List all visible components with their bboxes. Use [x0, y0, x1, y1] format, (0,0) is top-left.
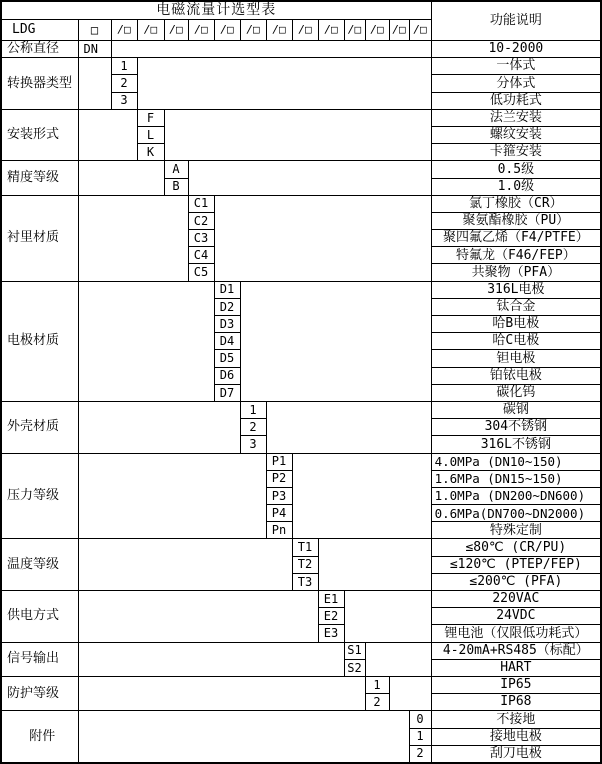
option-code: P1: [266, 453, 292, 470]
option-code: B: [164, 178, 188, 195]
spacer-cell: [78, 195, 188, 281]
option-desc: 1.0级: [431, 178, 601, 195]
spacer-cell: [240, 281, 431, 401]
option-code: P3: [266, 487, 292, 504]
option-desc: 钽电极: [431, 350, 601, 367]
spacer-cell: [137, 58, 431, 110]
option-code: D6: [214, 367, 240, 384]
option-desc: 氯丁橡胶（CR）: [431, 195, 601, 212]
option-desc: 钛合金: [431, 298, 601, 315]
option-desc: 特殊定制: [431, 522, 601, 539]
model-code-slot: /□: [292, 20, 318, 41]
category-label: 温度等级: [1, 539, 78, 591]
option-code: 1: [409, 728, 431, 745]
model-code-box: □: [78, 20, 111, 41]
option-desc: IP68: [431, 694, 601, 711]
category-label: 精度等级: [1, 161, 78, 195]
model-code-slot: /□: [214, 20, 240, 41]
option-code: 2: [409, 745, 431, 763]
option-code: F: [137, 109, 164, 126]
category-label: 附件: [1, 711, 78, 763]
option-desc: 卡箍安装: [431, 144, 601, 161]
option-desc: 分体式: [431, 75, 601, 92]
option-code: C2: [188, 212, 214, 229]
category-label: 压力等级: [1, 453, 78, 539]
spacer-cell: [78, 58, 111, 110]
option-code: 1: [365, 676, 389, 693]
diameter-code: DN: [78, 41, 111, 58]
spacer-cell: [111, 41, 431, 58]
option-code: 3: [240, 436, 266, 453]
model-code-slot: /□: [389, 20, 409, 41]
option-code: C5: [188, 264, 214, 281]
option-desc: 螺纹安装: [431, 126, 601, 143]
option-desc: 聚氨酯橡胶（PU）: [431, 212, 601, 229]
option-desc: 低功耗式: [431, 92, 601, 109]
option-code: S1: [344, 642, 365, 659]
spacer-cell: [344, 591, 431, 643]
option-desc: 接地电极: [431, 728, 601, 745]
option-desc: 刮刀电极: [431, 745, 601, 763]
spacer-cell: [78, 711, 409, 763]
model-code-slot: /□: [365, 20, 389, 41]
spacer-cell: [78, 161, 164, 195]
option-desc: 1.6MPa (DN15~150): [431, 470, 601, 487]
option-desc: 1.0MPa (DN200~DN600): [431, 487, 601, 504]
spacer-cell: [164, 109, 431, 161]
option-desc: 不接地: [431, 711, 601, 728]
model-code-slot: /□: [318, 20, 344, 41]
option-code: D7: [214, 384, 240, 401]
option-desc: 碳化钨: [431, 384, 601, 401]
model-code-slot: /□: [240, 20, 266, 41]
category-label: 供电方式: [1, 591, 78, 643]
option-code: E2: [318, 608, 344, 625]
option-desc: 锂电池（仅限低功耗式）: [431, 625, 601, 642]
option-desc: 10-2000: [431, 41, 601, 58]
option-code: D4: [214, 333, 240, 350]
option-code: E1: [318, 591, 344, 608]
spacer-cell: [188, 161, 431, 195]
spacer-cell: [214, 195, 431, 281]
spacer-cell: [78, 401, 240, 453]
model-code-slot: /□: [188, 20, 214, 41]
option-desc: 哈C电极: [431, 333, 601, 350]
option-code: 2: [111, 75, 137, 92]
option-code: T2: [292, 556, 318, 573]
category-label: 外壳材质: [1, 401, 78, 453]
spacer-cell: [292, 453, 431, 539]
model-code-prefix: LDG: [1, 20, 78, 41]
table-title: 电磁流量计选型表: [1, 1, 431, 20]
option-desc: 法兰安装: [431, 109, 601, 126]
option-code: P4: [266, 505, 292, 522]
option-desc: 0.5级: [431, 161, 601, 178]
category-label: 衬里材质: [1, 195, 78, 281]
option-code: C1: [188, 195, 214, 212]
option-code: D2: [214, 298, 240, 315]
model-code-slot: /□: [164, 20, 188, 41]
option-desc: 304不锈钢: [431, 419, 601, 436]
category-label: 电极材质: [1, 281, 78, 401]
option-desc: 4.0MPa (DN10~150): [431, 453, 601, 470]
model-code-slot: /□: [409, 20, 431, 41]
option-code: D1: [214, 281, 240, 298]
spacer-cell: [78, 539, 292, 591]
option-code: Pn: [266, 522, 292, 539]
spacer-cell: [266, 401, 431, 453]
option-code: 1: [111, 58, 137, 75]
option-code: E3: [318, 625, 344, 642]
category-label: 转换器类型: [1, 58, 78, 110]
option-desc: 316L不锈钢: [431, 436, 601, 453]
spacer-cell: [389, 676, 431, 710]
option-code: 0: [409, 711, 431, 728]
option-code: 1: [240, 401, 266, 418]
option-code: 2: [365, 694, 389, 711]
option-desc: 4-20mA+RS485（标配）: [431, 642, 601, 659]
spacer-cell: [78, 642, 344, 676]
model-code-slot: /□: [137, 20, 164, 41]
function-column-header: 功能说明: [431, 1, 601, 41]
option-desc: 24VDC: [431, 608, 601, 625]
option-code: T3: [292, 573, 318, 590]
category-label: 防护等级: [1, 676, 78, 710]
selection-table-body: [1, 1, 601, 763]
option-code: S2: [344, 659, 365, 676]
option-code: D5: [214, 350, 240, 367]
model-code-slot: /□: [266, 20, 292, 41]
option-desc: 共聚物（PFA）: [431, 264, 601, 281]
option-desc: 铂铱电极: [431, 367, 601, 384]
option-desc: 特氟龙（F46/FEP）: [431, 247, 601, 264]
spacer-cell: [318, 539, 431, 591]
option-desc: 0.6MPa(DN700~DN2000): [431, 505, 601, 522]
category-label: 信号输出: [1, 642, 78, 676]
category-label-diameter: 公称直径: [1, 41, 78, 58]
option-desc: 316L电极: [431, 281, 601, 298]
option-desc: 一体式: [431, 58, 601, 75]
option-desc: HART: [431, 659, 601, 676]
option-desc: 碳钢: [431, 401, 601, 418]
option-desc: 哈B电极: [431, 316, 601, 333]
option-desc: ≤80℃ (CR/PU): [431, 539, 601, 556]
model-code-slot: /□: [111, 20, 137, 41]
spacer-cell: [78, 281, 214, 401]
category-label: 安装形式: [1, 109, 78, 161]
model-code-slot: /□: [344, 20, 365, 41]
option-desc: 聚四氟乙烯（F4/PTFE）: [431, 230, 601, 247]
option-code: P2: [266, 470, 292, 487]
spacer-cell: [365, 642, 431, 676]
option-code: T1: [292, 539, 318, 556]
option-desc: 220VAC: [431, 591, 601, 608]
spacer-cell: [78, 453, 266, 539]
option-code: L: [137, 126, 164, 143]
option-code: C3: [188, 230, 214, 247]
option-desc: IP65: [431, 676, 601, 693]
option-code: C4: [188, 247, 214, 264]
option-code: A: [164, 161, 188, 178]
option-code: 3: [111, 92, 137, 109]
option-desc: ≤200℃ (PFA): [431, 573, 601, 590]
spacer-cell: [78, 109, 137, 161]
option-code: K: [137, 144, 164, 161]
option-desc: ≤120℃ (PTEP/FEP): [431, 556, 601, 573]
spacer-cell: [78, 676, 365, 710]
option-code: D3: [214, 316, 240, 333]
option-code: 2: [240, 419, 266, 436]
spacer-cell: [78, 591, 318, 643]
